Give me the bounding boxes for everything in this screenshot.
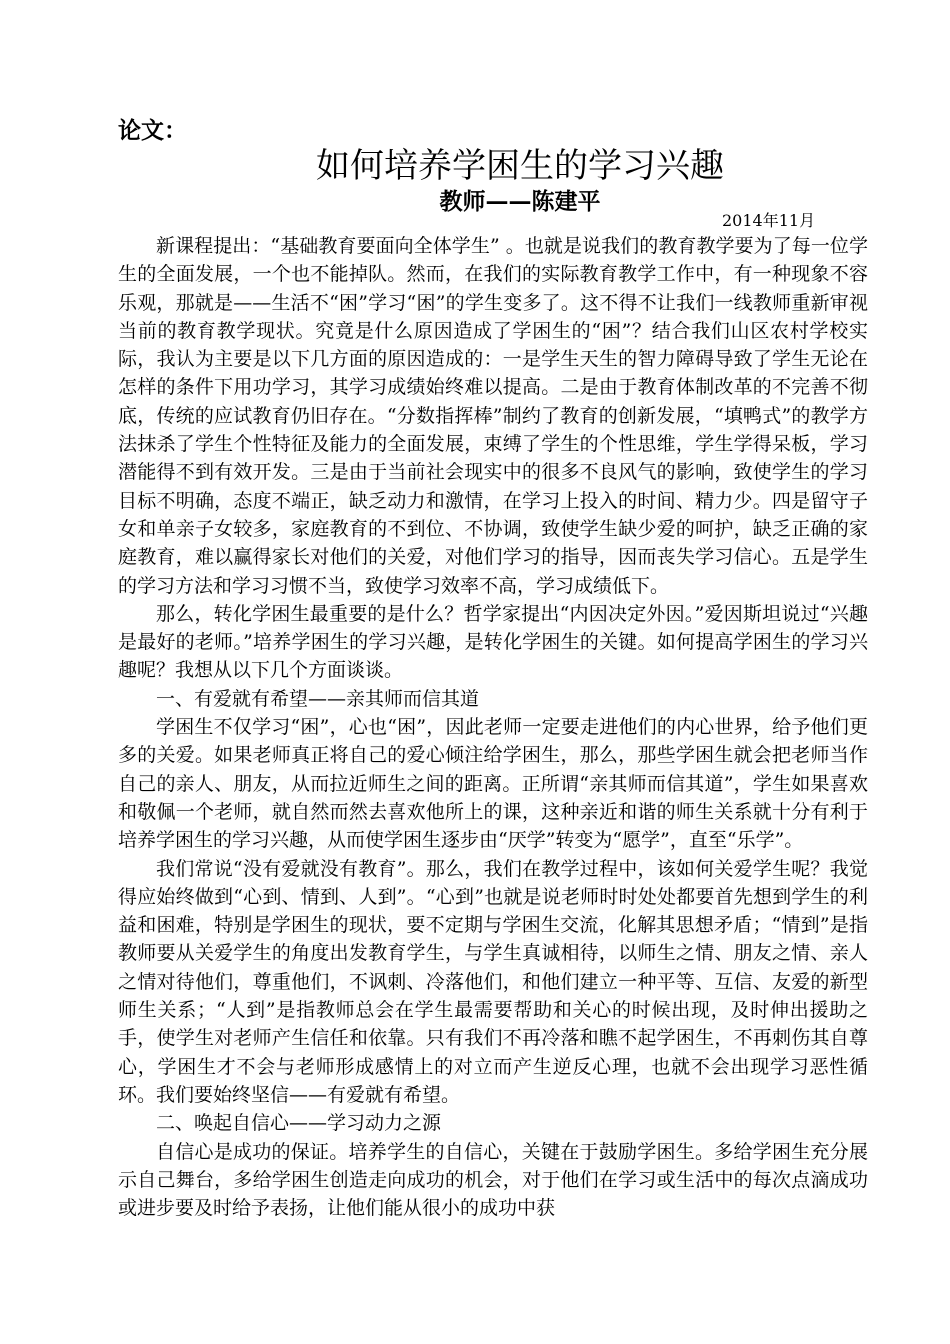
date-line: 2014年11月 [722,211,816,230]
document-title: 如何培养学困生的学习兴趣 [316,146,724,186]
author-line: 教师——陈建平 [439,188,601,215]
paragraph: 学困生不仅学习“困”，心也“困”，因此老师一定要走进他们的内心世界，给予他们更多的关爱。如果老师真正将自己的爱心倾注给学困生，那么，那些学困生就会把老师当作自己的亲人、朋友，从而拉近师生之间的距离。正所谓“亲其师而信其道”，学生如果喜欢和敬佩一个老师，就自然而然去喜欢他所上的课，这种亲近和谐的师生关系就十分有利于培养学困生的学习兴趣，从而使学困生逐步由“厌学”转变为“愿学”，直至“乐学”。 [118,716,868,852]
paragraph: 新课程提出：“基础教育要面向全体学生” 。也就是说我们的教育教学要为了每一位学生的全面发展，一个也不能掉队。然而，在我们的实际教育教学工作中，有一种现象不容乐观，那就是——生活不“困”学习“困”的学生变多了。这不得不让我们一线教师重新审视当前的教育教学现状。究竟是什么原因造成了学困生的“困”？结合我们山区农村学校实际，我认为主要是以下几方面的原因造成的：一是学生天生的智力障碍导致了学生无论在怎样的条件下用功学习，其学习成绩始终难以提高。二是由于教育体制改革的不完善不彻底，传统的应试教育仍旧存在。“分数指挥棒”制约了教育的创新发展，“填鸭式”的教学方法抹杀了学生个性特征及能力的全面发展，束缚了学生的个性思维，学生学得呆板，学习潜能得不到有效开发。三是由于当前社会现实中的很多不良风气的影响，致使学生的学习目标不明确，态度不端正，缺乏动力和激情，在学习上投入的时间、精力少。四是留守子女和单亲子女较多，家庭教育的不到位、不协调，致使学生缺少爱的呵护，缺乏正确的家庭教育，难以赢得家长对他们的关爱，对他们学习的指导，因而丧失学习信心。五是学生的学习方法和学习习惯不当，致使学习效率不高，学习成绩低下。 [118,235,868,597]
document-label: 论文： [118,117,187,144]
paragraph: 自信心是成功的保证。培养学生的自信心，关键在于鼓励学困生。多给学困生充分展示自己舞台，多给学困生创造走向成功的机会，对于他们在学习或生活中的每次点滴成功或进步要及时给予表扬，让他们能从很小的成功中获 [118,1140,868,1220]
paragraph: 我们常说“没有爱就没有教育”。那么，我们在教学过程中，该如何关爱学生呢？我觉得应始终做到“心到、情到、人到”。“心到”也就是说老师时时处处都要首先想到学生的利益和困难，特别是学困生的现状，要不定期与学困生交流，化解其思想矛盾；“情到”是指教师要从关爱学生的角度出发教育学生，与学生真诚相待，以师生之情、朋友之情、亲人之情对待他们，尊重他们，不讽刺、冷落他们，和他们建立一种平等、互信、友爱的新型师生关系；“人到”是指教师总会在学生最需要帮助和关心的时候出现，及时伸出援助之手，使学生对老师产生信任和依靠。只有我们不再冷落和瞧不起学困生，不再刺伤其自尊心，学困生才不会与老师形成感情上的对立而产生逆反心理，也就不会出现学习恶性循环。我们要始终坚信——有爱就有希望。 [118,857,868,1106]
section-heading: 一、有爱就有希望——亲其师而信其道 [156,687,480,710]
section-heading: 二、唤起自信心——学习动力之源 [156,1112,442,1135]
document-body [118,232,868,1222]
paragraph: 那么，转化学困生最重要的是什么？哲学家提出“内因决定外因。”爱因斯坦说过“兴趣是最好的老师。”培养学困生的学习兴趣，是转化学困生的关键。如何提高学困生的学习兴趣呢？我想从以下几个方面谈谈。 [118,602,868,682]
